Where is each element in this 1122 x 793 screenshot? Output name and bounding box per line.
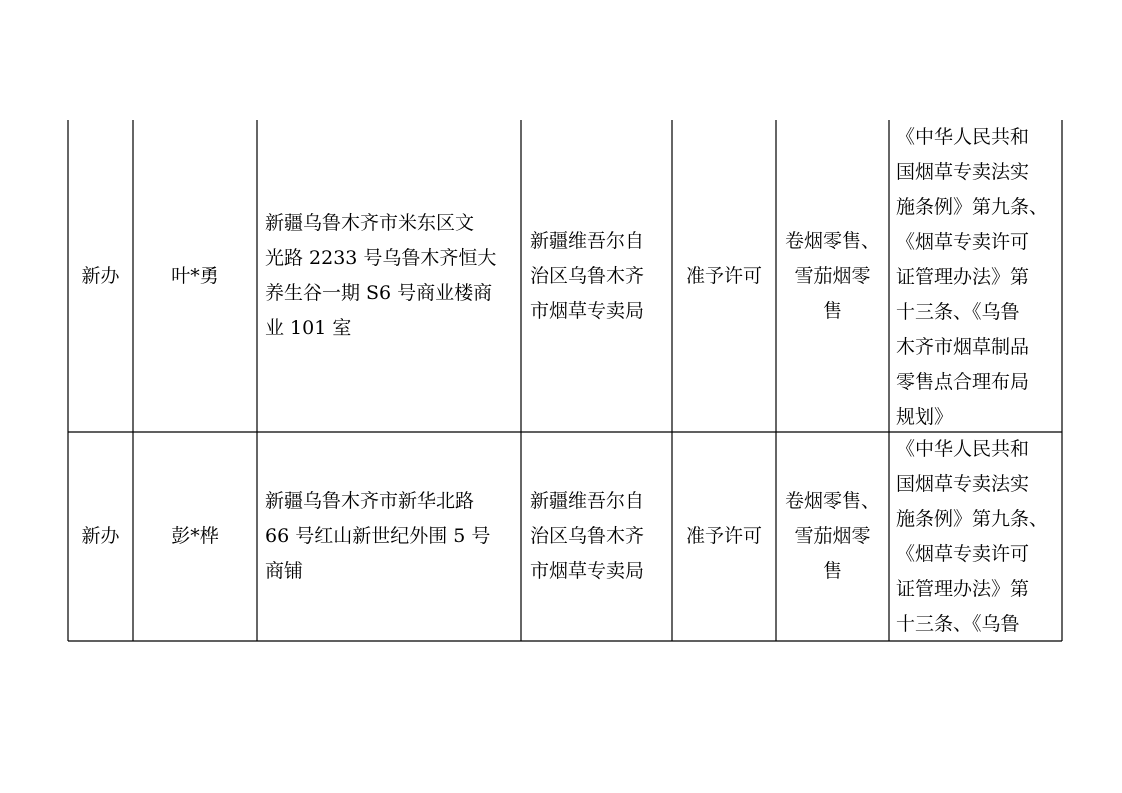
address-line: 业 101 室: [265, 317, 352, 339]
basis-line: 《中华人民共和: [896, 438, 1030, 460]
basis-line: 《中华人民共和: [896, 126, 1030, 148]
address-line: 66 号红山新世纪外围 5 号: [265, 525, 491, 547]
basis-line: 木齐市烟草制品: [896, 336, 1030, 358]
basis-line: 零售点合理布局: [896, 371, 1030, 393]
address-line: 新疆乌鲁木齐市米东区文: [265, 212, 475, 234]
table-row-2-authority: [530, 432, 672, 641]
scope-line: 售: [822, 560, 842, 582]
authority-line: 新疆维吾尔自: [530, 490, 645, 512]
basis-line: 施条例》第九条、: [896, 508, 1049, 530]
table-row-1-basis: [896, 120, 1062, 432]
scope-line: 雪茄烟零: [794, 264, 871, 287]
type-text: 新办: [81, 264, 120, 287]
basis-line: 规划》: [896, 406, 954, 428]
decision-text: 准予许可: [685, 525, 762, 547]
basis-line: 《烟草专卖许可: [896, 231, 1030, 253]
scope-line: 卷烟零售、: [784, 490, 880, 512]
authority-line: 治区乌鲁木齐: [530, 264, 645, 287]
table-row-1-authority: [530, 120, 672, 432]
table-row-2-decision: [672, 432, 776, 641]
address-line: 商铺: [265, 560, 304, 582]
address-line: 养生谷一期 S6 号商业楼商: [265, 282, 493, 304]
basis-line: 证管理办法》第: [896, 266, 1030, 288]
table-row-2-scope: [776, 432, 889, 641]
basis-line: 国烟草专卖法实: [896, 473, 1030, 495]
scope-line: 售: [822, 299, 842, 322]
scope-line: 卷烟零售、: [784, 229, 880, 252]
basis-line: 证管理办法》第: [896, 578, 1030, 600]
basis-line: 十三条、《乌鲁: [896, 613, 1020, 635]
decision-text: 准予许可: [685, 264, 762, 287]
basis-line: 《烟草专卖许可: [896, 543, 1030, 565]
address-line: 新疆乌鲁木齐市新华北路: [265, 490, 475, 512]
address-line: 光路 2233 号乌鲁木齐恒大: [265, 247, 497, 269]
authority-line: 市烟草专卖局: [530, 560, 645, 582]
table-row-2-basis: [896, 432, 1062, 641]
basis-line: 国烟草专卖法实: [896, 161, 1030, 183]
table-row-2-name: [133, 432, 257, 641]
table-row-1-decision: [672, 120, 776, 432]
table-row-1-scope: [776, 120, 889, 432]
name-text: 叶*勇: [171, 264, 219, 287]
name-text: 彭*桦: [171, 525, 219, 547]
table-row-2-type: [68, 432, 133, 641]
scope-line: 雪茄烟零: [794, 525, 871, 547]
type-text: 新办: [81, 525, 120, 547]
table-row-2-address: [265, 432, 521, 641]
table-row-1-name: [133, 120, 257, 432]
authority-line: 市烟草专卖局: [530, 299, 645, 322]
basis-line: 十三条、《乌鲁: [896, 301, 1020, 323]
basis-line: 施条例》第九条、: [896, 196, 1049, 218]
authority-line: 治区乌鲁木齐: [530, 525, 645, 547]
table-row-1-address: [265, 120, 521, 432]
authority-line: 新疆维吾尔自: [530, 229, 645, 252]
table-row-1-type: [68, 120, 133, 432]
